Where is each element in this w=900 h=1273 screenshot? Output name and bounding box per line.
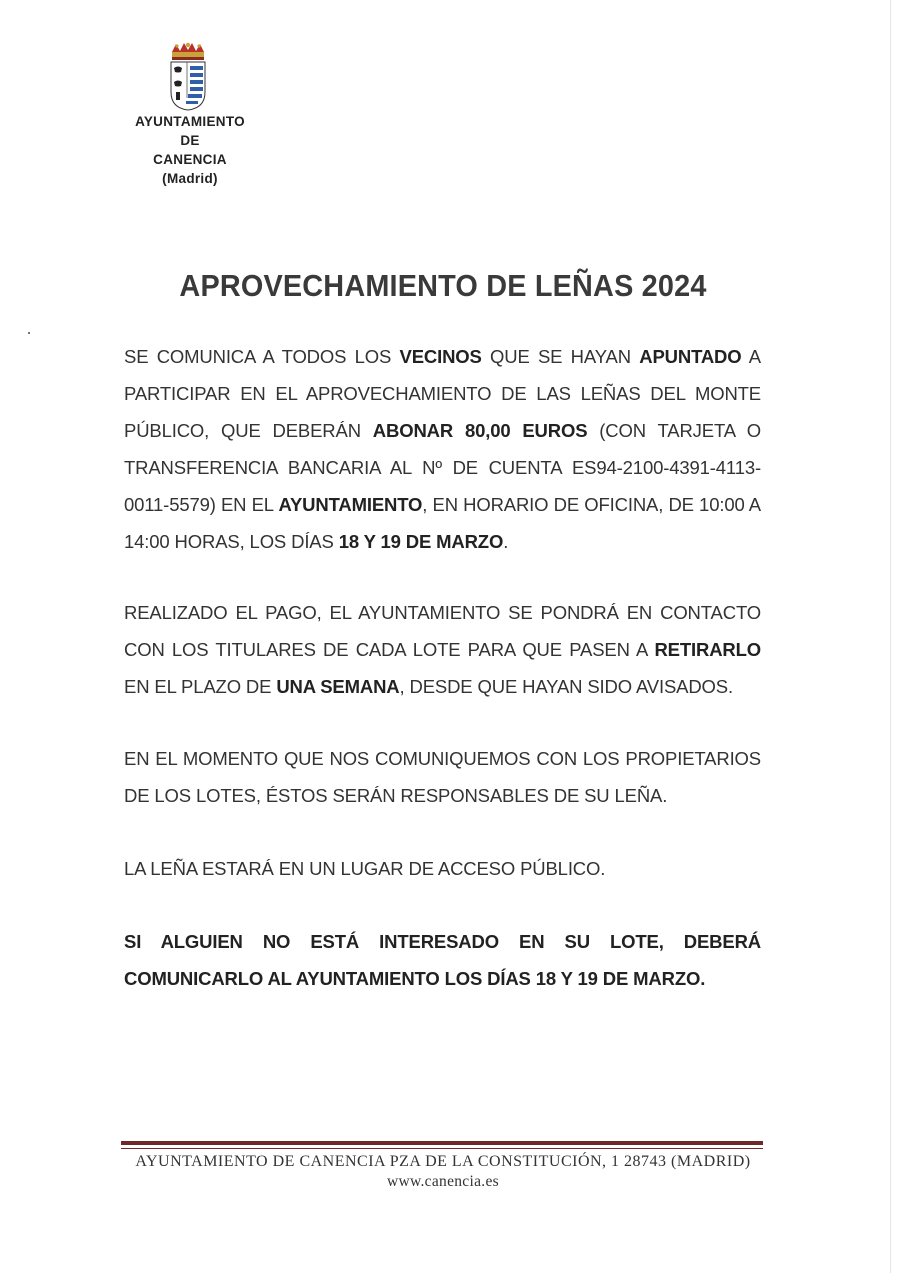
- paragraph-location: [124, 850, 761, 887]
- text-run: , DESDE QUE HAYAN SIDO AVISADOS.: [399, 676, 733, 697]
- text-run: A PARTICIPAR EN EL APROVECHAMIENTO DE LAS LEÑAS DEL MONTE PÚBLICO, QUE DEBERÁN: [124, 346, 761, 441]
- municipal-coat-of-arms-icon: [166, 42, 210, 112]
- document-title: APROVECHAMIENTO DE LEÑAS 2024: [179, 268, 707, 303]
- organization-name: [110, 112, 270, 188]
- text-run: , EN HORARIO DE OFICINA, DE 10:00 A 14:00 HORAS, LOS DÍAS: [124, 494, 761, 552]
- paragraph-notice: [124, 923, 761, 997]
- text-run: REALIZADO EL PAGO, EL AYUNTAMIENTO SE PONDRÁ EN CONTACTO CON LOS TITULARES DE CADA LOTE PARA QUE PASEN A: [124, 602, 761, 660]
- footer-address: AYUNTAMIENTO DE CANENCIA PZA DE LA CONSTITUCIÓN, 1 28743 (MADRID): [135, 1153, 751, 1170]
- text-run: SE COMUNICA A TODOS LOS: [124, 346, 400, 367]
- org-line: CANENCIA: [153, 152, 227, 167]
- bold-text-run: RETIRARLO: [654, 639, 761, 660]
- text-run: .: [503, 531, 509, 552]
- text-run: QUE SE HAYAN: [481, 346, 640, 367]
- text-run: EN EL MOMENTO QUE NOS COMUNIQUEMOS CON LOS PROPIETARIOS DE LOS LOTES, ÉSTOS SERÁN RESPONSABLES DE SU LEÑA.: [124, 748, 761, 806]
- text-run: LA LEÑA ESTARÁ EN UN LUGAR DE ACCESO PÚBLICO.: [124, 858, 606, 879]
- bold-text-run: VECINOS: [399, 346, 482, 367]
- footer-rule: [121, 1141, 763, 1145]
- org-line: AYUNTAMIENTO: [135, 114, 245, 129]
- text-run: EN EL PLAZO DE: [124, 676, 277, 697]
- scan-speck: [28, 332, 30, 334]
- paragraph-payment: [124, 338, 761, 560]
- paragraph-collection: [124, 594, 761, 705]
- bold-text-run: 18 Y 19 DE MARZO: [338, 531, 504, 552]
- footer-rule-thin: [121, 1148, 763, 1149]
- org-line: DE: [180, 133, 200, 148]
- bold-text-run: ABONAR 80,00 EUROS: [372, 420, 588, 441]
- footer-website-link[interactable]: www.canencia.es: [387, 1173, 499, 1190]
- bold-text-run: SI ALGUIEN NO ESTÁ INTERESADO EN SU LOTE, DEBERÁ COMUNICARLO AL AYUNTAMIENTO LOS DÍAS 18 Y 19 DE MARZO.: [124, 931, 761, 989]
- org-line: (Madrid): [162, 171, 218, 186]
- bold-text-run: APUNTADO: [639, 346, 742, 367]
- paragraph-responsibility: [124, 740, 761, 814]
- bold-text-run: AYUNTAMIENTO: [278, 494, 423, 515]
- bold-text-run: UNA SEMANA: [276, 676, 400, 697]
- scan-edge-line: [890, 0, 891, 1273]
- text-run: (CON TARJETA O TRANSFERENCIA BANCARIA AL Nº DE CUENTA ES94-2100-4391-4113-0011-5579) EN EL: [124, 420, 761, 515]
